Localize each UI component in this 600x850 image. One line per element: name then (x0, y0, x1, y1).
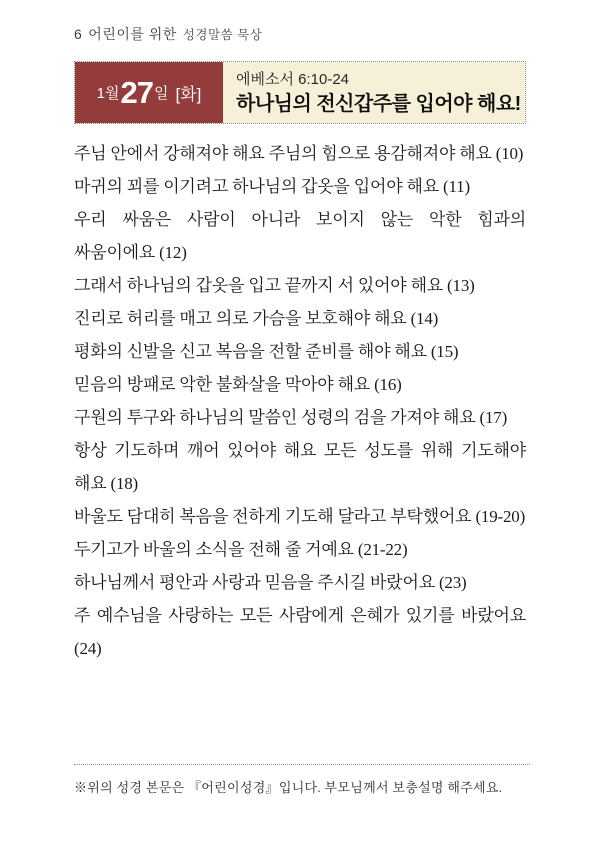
lesson-header-box (74, 61, 526, 124)
date-day: 27 (120, 74, 153, 110)
footer-note: ※위의 성경 본문은 『어린이성경』입니다. 부모님께서 보충설명 해주세요. (74, 764, 530, 796)
body-paragraph: 그래서 하나님의 갑옷을 입고 끝까지 서 있어야 해요 (13) (74, 276, 475, 295)
lesson-title: 하나님의 전신갑주를 입어야 해요! (236, 93, 521, 115)
scripture-summary (74, 137, 526, 665)
body-paragraph: 주님 안에서 강해져야 해요 주님의 힘으로 용감해져야 해요 (10) (74, 144, 524, 163)
running-head (74, 24, 526, 42)
body-paragraph: 항상 기도하며 깨어 있어야 해요 모든 성도를 위해 기도해야 해요 (18) (74, 441, 526, 493)
date-weekday: [화] (175, 85, 202, 104)
body-paragraph: 평화의 신발을 신고 복음을 전할 준비를 해야 해요 (15) (74, 342, 459, 361)
date-box (75, 62, 223, 123)
body-paragraph: 믿음의 방패로 악한 불화살을 막아야 해요 (16) (74, 375, 402, 394)
series-subtitle: 성경말씀 묵상 (182, 28, 263, 42)
body-paragraph: 진리로 허리를 매고 의로 가슴을 보호해야 해요 (14) (74, 309, 439, 328)
series-title: 어린이를 위한 (88, 26, 177, 42)
page-number: 6 (74, 26, 83, 42)
body-paragraph: 바울도 담대히 복음을 전하게 기도해 달라고 부탁했어요 (19-20) (74, 507, 526, 526)
title-box (223, 62, 525, 123)
scripture-reference: 에베소서 6:10-24 (236, 71, 350, 88)
body-paragraph: 하나님께서 평안과 사랑과 믿음을 주시길 바랐어요 (23) (74, 573, 467, 592)
body-paragraph: 마귀의 꾀를 이기려고 하나님의 갑옷을 입어야 해요 (11) (74, 177, 470, 196)
body-paragraph: 주 예수님을 사랑하는 모든 사람에게 은혜가 있기를 바랐어요 (24) (74, 606, 526, 658)
body-paragraph: 구원의 투구와 하나님의 말씀인 성령의 검을 가져야 해요 (17) (74, 408, 508, 427)
date-day-suffix: 일 (153, 85, 169, 102)
body-paragraph: 두기고가 바울의 소식을 전해 줄 거예요 (21-22) (74, 540, 408, 559)
page-content (74, 0, 526, 665)
date-month: 1월 (96, 85, 120, 102)
body-paragraph: 우리 싸움은 사람이 아니라 보이지 않는 악한 힘과의 싸움이에요 (12) (74, 210, 526, 262)
